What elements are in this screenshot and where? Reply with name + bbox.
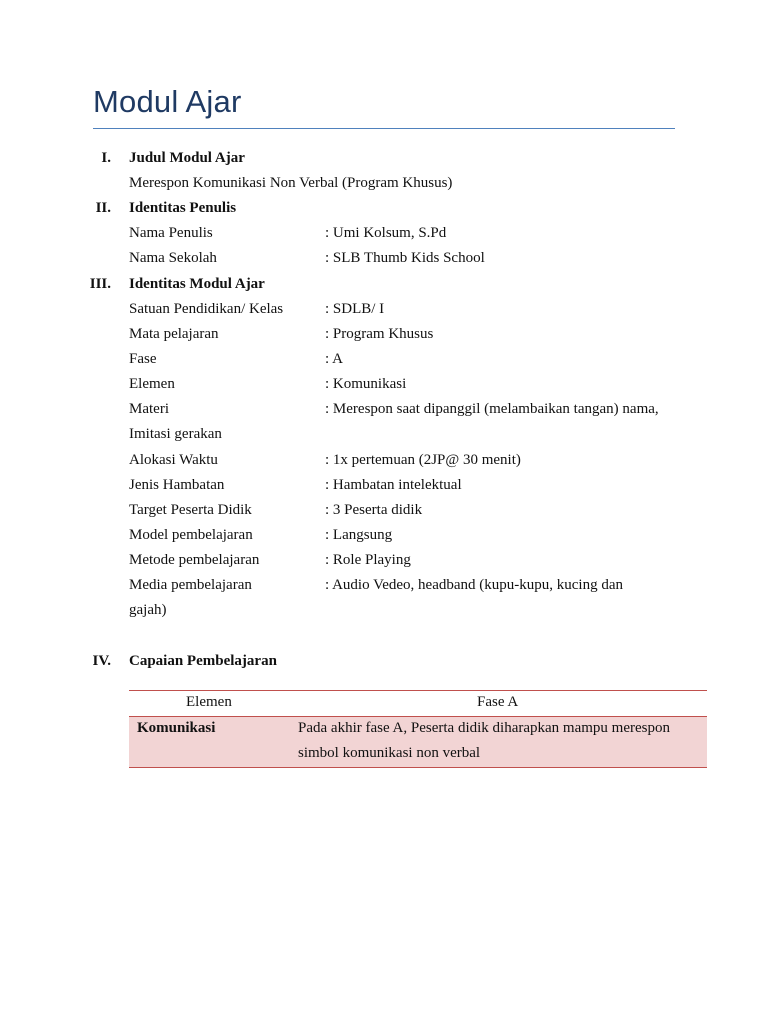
field-value: : Hambatan intelektual [325,477,462,493]
field-value: : Program Khusus [325,326,434,342]
section-heading: Identitas Modul Ajar [129,276,265,292]
document-title: Modul Ajar [93,84,242,119]
table-cell-fase-a-line: simbol komunikasi non verbal [298,745,481,761]
field-label: Target Peserta Didik [129,502,252,518]
table-cell-fase-a-line: Pada akhir fase A, Peserta didik diharapkan mampu merespon [298,720,670,736]
field-label: Nama Penulis [129,225,213,241]
field-label: Nama Sekolah [129,250,217,266]
field-value: : A [325,351,343,367]
field-label: Satuan Pendidikan/ Kelas [129,301,284,317]
field-label: Elemen [129,376,175,392]
field-value: : Merespon saat dipanggil (melambaikan tangan) nama, [325,401,659,417]
section-heading: Identitas Penulis [129,200,237,216]
field-label: Media pembelajaran [129,577,252,593]
judul-text: Merespon Komunikasi Non Verbal (Program Khusus) [129,175,453,191]
field-label: Materi [129,401,169,417]
table-header-row [129,691,707,717]
section-number: III. [89,276,111,292]
field-value: : 3 Peserta didik [325,502,423,518]
field-label: Alokasi Waktu [129,452,218,468]
section-number: IV. [92,653,111,669]
table-cell-elemen: Komunikasi [137,720,216,736]
field-value-continuation: Imitasi gerakan [129,426,222,442]
field-value: : Role Playing [325,552,411,568]
title-divider [93,128,675,129]
capaian-table [129,690,707,768]
field-value: : Komunikasi [325,376,407,392]
section-number: I. [101,150,111,166]
field-label: Model pembelajaran [129,527,253,543]
field-value: : SDLB/ I [325,301,385,317]
section-number: II. [95,200,111,216]
field-label: Metode pembelajaran [129,552,260,568]
field-label: Mata pelajaran [129,326,219,342]
field-value: : Langsung [325,527,393,543]
column-header-elemen: Elemen [186,694,232,710]
column-header-fase-a: Fase A [477,694,519,710]
field-value: : 1x pertemuan (2JP@ 30 menit) [325,452,521,468]
section-heading: Judul Modul Ajar [129,150,245,166]
field-value: : Audio Vedeo, headband (kupu-kupu, kucing dan [325,577,624,593]
section-heading: Capaian Pembelajaran [129,653,277,669]
field-value: : SLB Thumb Kids School [325,250,485,266]
field-value: : Umi Kolsum, S.Pd [325,225,447,241]
field-label: Fase [129,351,157,367]
field-label: Jenis Hambatan [129,477,225,493]
field-value-continuation: gajah) [129,602,167,618]
table-row [129,717,707,767]
